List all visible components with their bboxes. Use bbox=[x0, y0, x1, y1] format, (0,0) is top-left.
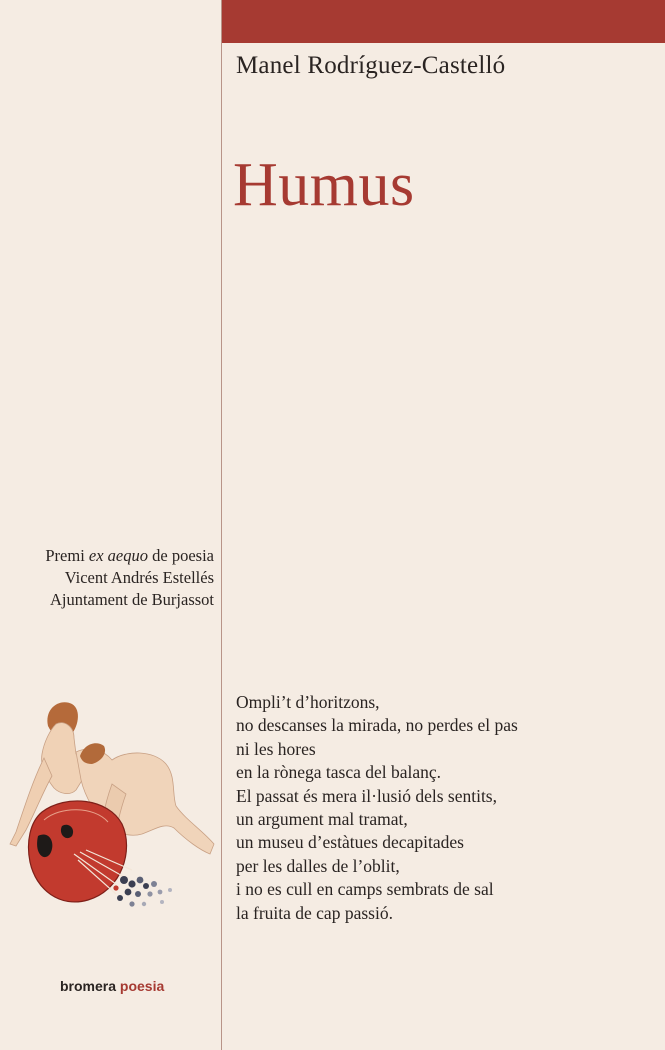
publisher-brand: bromera bbox=[60, 978, 117, 994]
poem-line: un argument mal tramat, bbox=[236, 809, 408, 830]
poem-line: i no es cull en camps sembrats de sal bbox=[236, 879, 494, 900]
prize-line-3: Ajuntament de Burjassot bbox=[49, 590, 214, 609]
poem-line: Ompli’t d’horitzons, bbox=[236, 692, 380, 712]
poem-line: El passat és mera il·lusió dels sentits, bbox=[236, 785, 497, 806]
prize-line-1-italic: ex aequo bbox=[88, 546, 149, 565]
poem-line: no descanses la mirada, no perdes el pas bbox=[236, 715, 518, 736]
prize-line-1-pre: Premi bbox=[45, 546, 89, 565]
prize-note bbox=[0, 545, 214, 611]
poem-line: ni les hores bbox=[236, 738, 316, 759]
poem-line: un museu d’estàtues decapitades bbox=[236, 832, 464, 853]
prize-line-1-post: de poesia bbox=[148, 546, 214, 565]
publisher-series: poesia bbox=[119, 978, 165, 994]
prize-line-2: Vicent Andrés Estellés bbox=[64, 568, 214, 587]
poem-line: per les dalles de l’oblit, bbox=[236, 855, 400, 876]
poem-excerpt bbox=[236, 691, 518, 925]
poem-line: la fruita de cap passió. bbox=[236, 902, 393, 923]
top-color-band bbox=[222, 0, 665, 43]
poem-line: en la rònega tasca del balanç. bbox=[236, 762, 442, 783]
cover-illustration bbox=[4, 694, 224, 924]
prize-line-1 bbox=[0, 545, 214, 567]
publisher-logo bbox=[60, 978, 164, 994]
book-title: Humus bbox=[233, 151, 415, 219]
author-name: Manel Rodríguez-Castelló bbox=[236, 52, 506, 79]
